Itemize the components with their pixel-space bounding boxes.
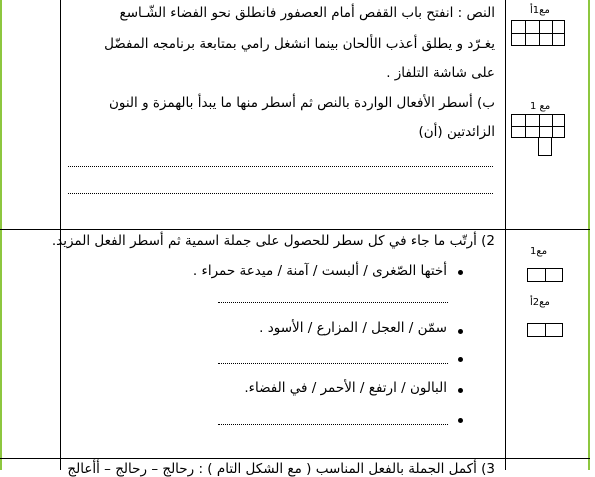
bullet-3 <box>458 357 463 362</box>
item-2-words: سمّن / العجل / المزارع / الأسود . <box>259 320 447 336</box>
item-2-answer-line[interactable] <box>218 363 448 364</box>
row-divider-1 <box>0 229 590 230</box>
criteria-label-1b: مع 1 <box>530 101 551 112</box>
text-passage-line-1: النص : انفتح باب القفص أمام العصفور فانطلق نحو الفضاء الشّـاسع <box>119 5 495 21</box>
criteria-label-2b: مع2أ <box>530 297 550 308</box>
bullet-4 <box>458 388 463 393</box>
criteria-label-2a: مع1 <box>530 246 548 257</box>
criteria-label-1a: مع1أ <box>530 5 550 16</box>
bullet-5 <box>458 418 463 423</box>
answer-line-2[interactable] <box>68 193 493 194</box>
score-grid-2 <box>511 114 565 158</box>
bullet-1 <box>458 270 463 275</box>
exercise-2-title: 2) أرتّب ما جاء في كل سطر للحصول على جملة اسمية ثم أسطر الفعل المزيد. <box>51 233 495 249</box>
exercise-3-title: 3) أكمل الجملة بالفعل المناسب ( مع الشكل التام ) : رحالج – رحالج – أأعالج <box>67 461 495 477</box>
score-grid-4 <box>527 323 563 337</box>
bullet-2 <box>458 329 463 334</box>
item-3-answer-line[interactable] <box>218 424 448 425</box>
item-1-answer-line[interactable] <box>218 302 448 303</box>
left-green-border <box>0 0 2 470</box>
question-b: ب) أسطر الأفعال الواردة بالنص ثم أسطر منها ما يبدأ بالهمزة و النون <box>108 95 495 111</box>
text-passage-line-3: على شاشة التلفاز . <box>386 65 495 81</box>
item-1-words: أختها الصّغرى / ألبست / آمنة / ميدعة حمراء . <box>192 263 447 279</box>
text-passage-line-2: يغـرّد و يطلق أعذب الألحان بينما انشغل رامي بمتابعة برنامجه المفضّل <box>104 36 495 52</box>
right-green-border <box>588 0 590 470</box>
answer-line-1[interactable] <box>68 166 493 167</box>
question-b-continued: الزائدتين (أن) <box>418 124 495 140</box>
row-divider-2 <box>0 458 590 459</box>
score-grid-1 <box>511 20 565 46</box>
item-3-words: البالون / ارتفع / الأحمر / في الفضاء. <box>244 380 447 396</box>
criteria-column-line <box>505 0 506 470</box>
score-grid-3 <box>527 268 563 282</box>
